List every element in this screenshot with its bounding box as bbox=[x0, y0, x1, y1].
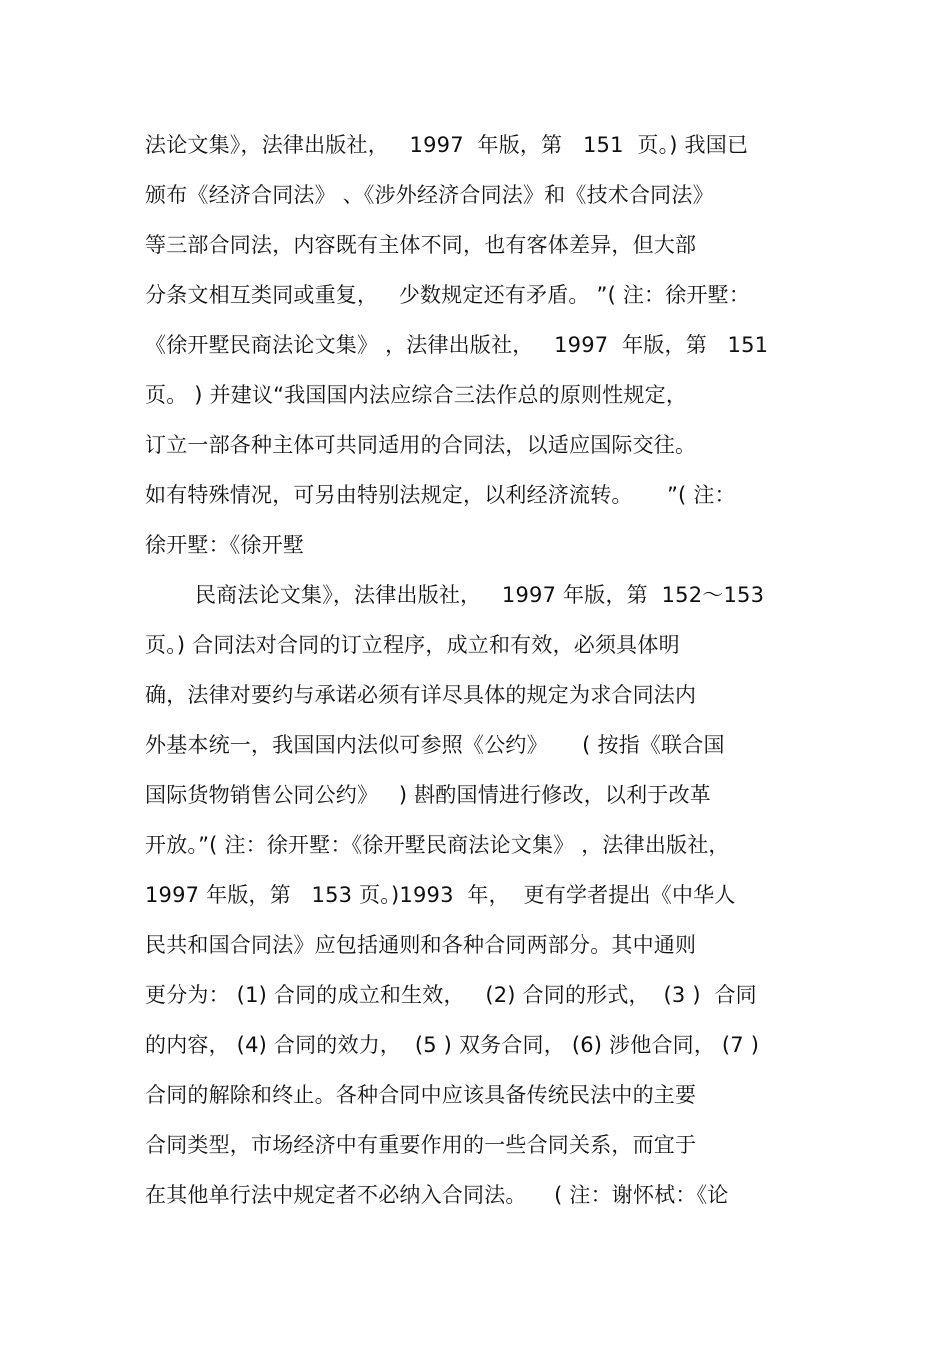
text-line: 民共和国合同法》应包括通则和各种合同两部分。其中通则 bbox=[145, 933, 697, 957]
text-line: 合同的解除和终止。各种合同中应该具备传统民法中的主要 bbox=[145, 1083, 697, 1107]
text-line: 外基本统一，我国国内法似可参照《公约》 ( 按指《联合国 bbox=[145, 733, 725, 757]
text-line: 分条文相互类同或重复， 少数规定还有矛盾。 ”( 注：徐开墅： bbox=[145, 283, 751, 307]
text-line: 《徐开墅民商法论文集》 ，法律出版社， 1997 年版，第 151 bbox=[145, 333, 769, 357]
text-line: 确，法律对要约与承诺必须有详尽具体的规定为求合同法内 bbox=[145, 683, 697, 707]
text-line: 颁布《经济合同法》 、《涉外经济合同法》和《技术合同法》 bbox=[145, 183, 714, 207]
text-line: 1997 年版，第 153 页。)1993 年， 更有学者提出《中华人 bbox=[145, 883, 736, 907]
text-line: 页。) 合同法对合同的订立程序，成立和有效，必须具体明 bbox=[145, 633, 680, 657]
text-line: 开放。”( 注：徐开墅：《徐开墅民商法论文集》 ，法律出版社， bbox=[145, 833, 730, 857]
body-text bbox=[145, 120, 815, 1220]
text-line: 合同类型，市场经济中有重要作用的一些合同关系，而宜于 bbox=[145, 1133, 697, 1157]
text-line: 徐开墅：《徐开墅 bbox=[145, 533, 305, 557]
text-line: 国际货物销售公同公约》 ) 斟酌国情进行修改，以利于改革 bbox=[145, 783, 711, 807]
text-line: 订立一部各种主体可共同适用的合同法，以适应国际交往。 bbox=[145, 433, 697, 457]
text-line: 页。 ) 并建议“我国国内法应综合三法作总的原则性规定， bbox=[145, 383, 688, 407]
text-line: 更分为： (1) 合同的成立和生效， (2) 合同的形式， (3 ) 合同 bbox=[145, 983, 757, 1007]
text-line: 民商法论文集》，法律出版社， 1997 年版，第 152～153 bbox=[195, 583, 765, 607]
text-line: 等三部合同法，内容既有主体不同，也有客体差异，但大部 bbox=[145, 233, 697, 257]
text-line: 的内容， (4) 合同的效力， (5 ) 双务合同， (6) 涉他合同， (7 ) bbox=[145, 1033, 760, 1057]
text-line: 在其他单行法中规定者不必纳入合同法。 ( 注：谢怀栻：《论 bbox=[145, 1183, 729, 1207]
text-line: 如有特殊情况，可另由特别法规定，以利经济流转。 ”( 注： bbox=[145, 483, 736, 507]
text-line: 法论文集》，法律出版社， 1997 年版，第 151 页。) 我国已 bbox=[145, 133, 749, 157]
